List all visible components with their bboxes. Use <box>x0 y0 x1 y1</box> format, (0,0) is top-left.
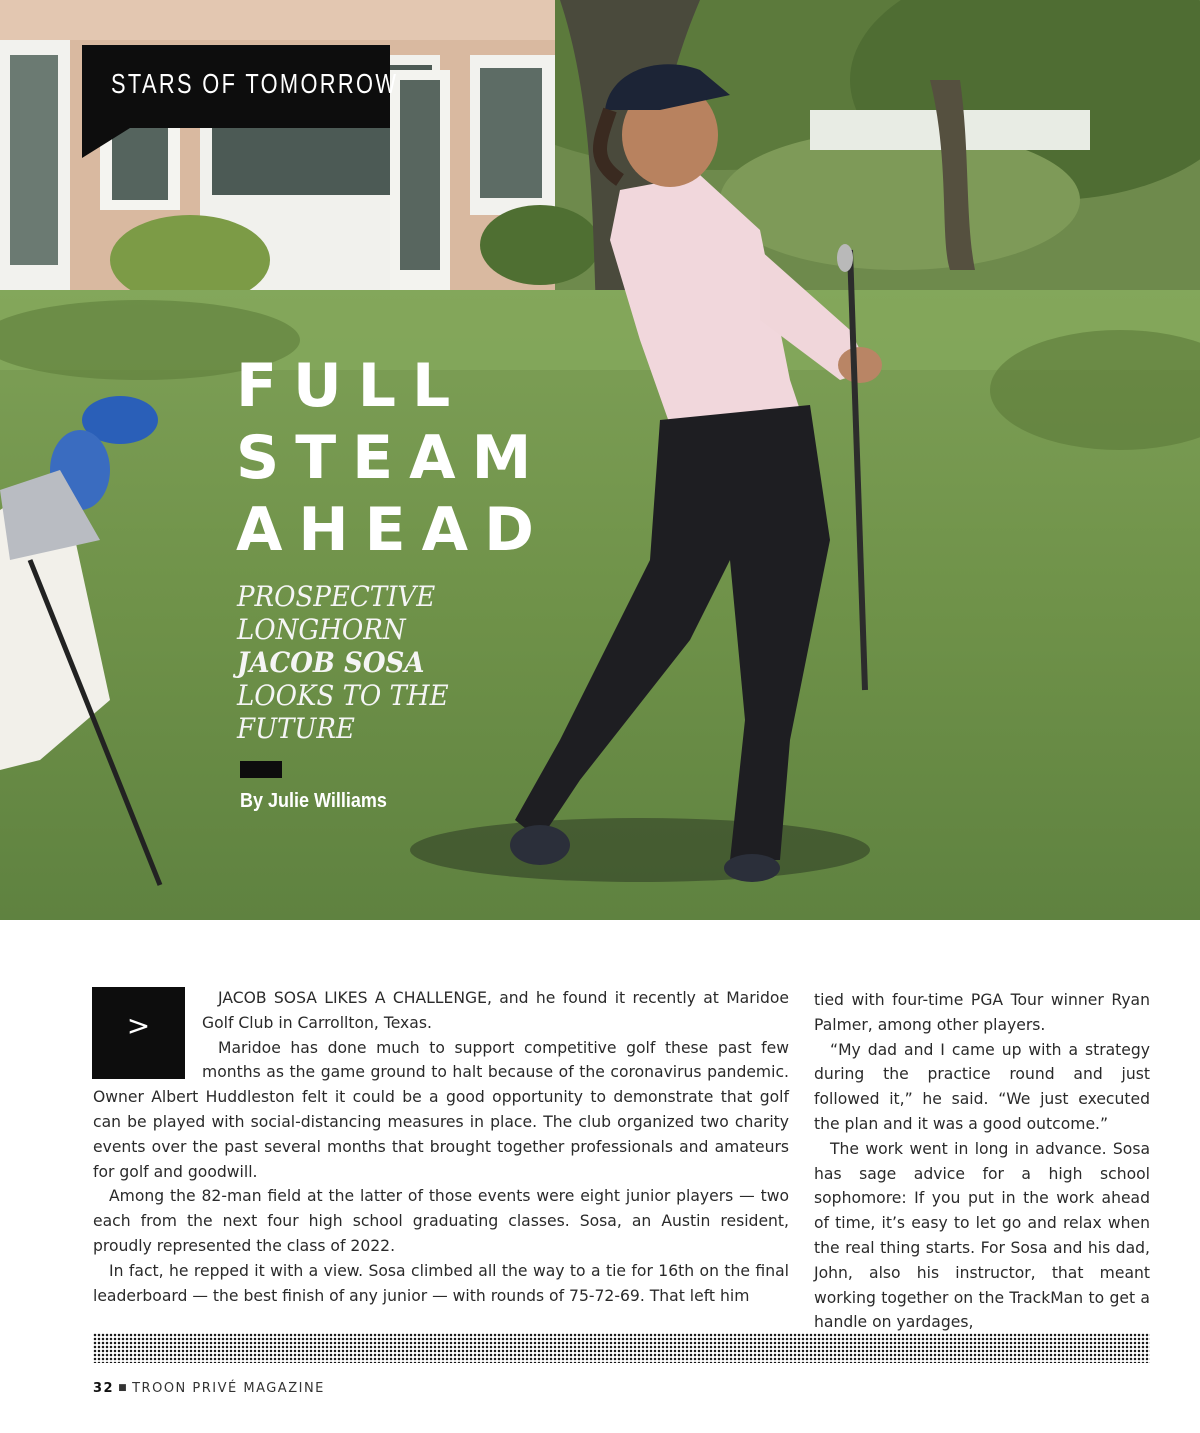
paragraph: Maridoe has done much to support competitive golf these past few months as the game ground to halt because of the coronavirus pandemic. Owner Albert Huddleston felt it could be a good opportunity to demonstrate that golf can be played with social-distancing measures in place. The club organized two charity events over the past several months that brought together professionals and amateurs for golf and goodwill. <box>93 1038 789 1181</box>
section-tag-corner <box>82 128 130 158</box>
publication-name: TROON PRIVÉ MAGAZINE <box>132 1381 325 1396</box>
headline-line-3: AHEAD <box>236 495 550 565</box>
dotted-divider <box>93 1333 1150 1363</box>
chevron-right-icon: > <box>126 1009 151 1042</box>
section-label: STARS OF TOMORROW <box>111 68 399 99</box>
bullet-separator: ■ <box>118 1383 129 1393</box>
page-footer <box>93 1381 325 1396</box>
deck <box>237 580 516 745</box>
paragraph: JACOB SOSA LIKES A CHALLENGE, and he found it recently at Maridoe Golf Club in Carrollton, Texas. <box>202 989 789 1032</box>
deck-line-1: PROSPECTIVE <box>237 580 436 613</box>
deck-line-2: LONGHORN <box>237 613 406 646</box>
paragraph: tied with four-time PGA Tour winner Ryan Palmer, among other players. <box>814 991 1150 1034</box>
deck-subject-name: JACOB SOSA <box>237 646 425 679</box>
article-column-1 <box>93 986 789 1308</box>
paragraph: Among the 82-man field at the latter of those events were eight junior players — two each from the next four high school graduating classes. Sosa, an Austin resident, proudly represented the class of 2022. <box>93 1187 789 1255</box>
headline-line-1: FULL <box>236 351 467 421</box>
byline: By Julie Williams <box>240 790 387 812</box>
deck-line-4: LOOKS TO THE <box>237 679 449 712</box>
paragraph: In fact, he repped it with a view. Sosa climbed all the way to a tie for 16th on the final leaderboard — the best finish of any junior — with rounds of 75-72-69. That left him <box>93 1261 789 1305</box>
page-number: 32 <box>93 1381 115 1396</box>
lead-spacer <box>93 986 202 1077</box>
headline <box>236 350 550 566</box>
deck-line-5: FUTURE <box>237 712 355 745</box>
headline-line-2: STEAM <box>236 423 548 493</box>
byline-bar <box>240 761 282 778</box>
paragraph: The work went in long in advance. Sosa has sage advice for a high school sophomore: If you put in the work ahead of time, it’s easy to let go and relax when the real thing starts. For Sosa and his dad, John, also his instructor, that meant working together on the TrackMan to get a handle on yardages, <box>814 1139 1150 1332</box>
paragraph: “My dad and I came up with a strategy during the practice round and just followed it,” he said. “We just executed the plan and it was a good outcome.” <box>814 1040 1150 1133</box>
article-column-2 <box>814 988 1150 1335</box>
